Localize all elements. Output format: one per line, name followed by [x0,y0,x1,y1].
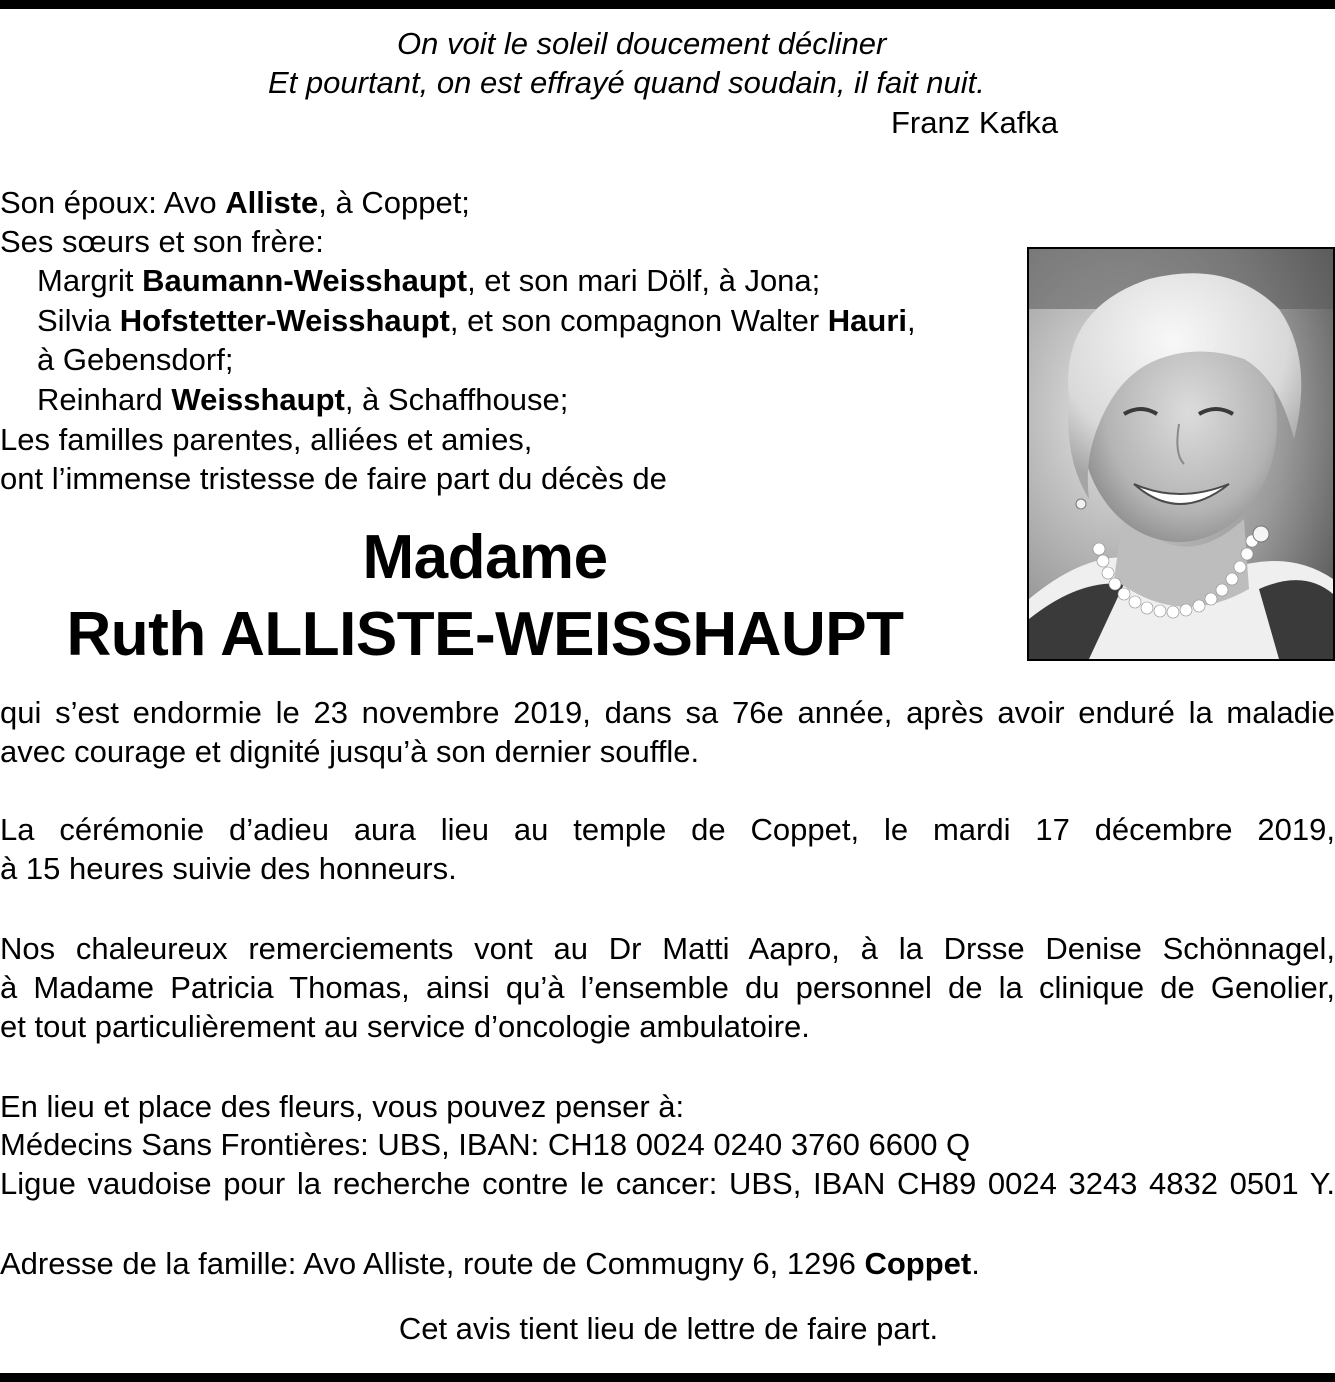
quote-line-1: On voit le soleil doucement décliner [397,26,887,61]
ceremony-line-1: La cérémonie d’adieu aura lieu au temple de Coppet, le mardi 17 décembre 2019, [0,812,1335,847]
thanks-line-1: Nos chaleureux remerciements vont au Dr Matti Aapro, à la Drsse Denise Schönnagel, [0,931,1335,966]
closing-notice: Cet avis tient lieu de lettre de faire part. [398,1311,939,1346]
thanks-line-2: à Madame Patricia Thomas, ainsi qu’à l’ensemble du personnel de la clinique de Genolier, [0,970,1335,1005]
portrait-photo-icon [1029,249,1333,659]
bottom-border-rule [0,1373,1335,1382]
sibling-2-partner: Hauri [827,303,908,338]
sibling-2-place: à Gebensdorf; [37,342,234,377]
sibling-2-line [37,301,916,340]
family-address [0,1244,980,1283]
address-city: Coppet [864,1246,972,1281]
sibling-3-first: Reinhard [37,382,172,417]
passing-paragraph [0,693,1335,771]
donation-ligue-wrap [0,1164,1335,1203]
sibling-1-rest: , et son mari Dölf, à Jona; [467,263,821,298]
spouse-suffix: , à Coppet; [318,185,470,220]
spouse-name: Alliste [225,185,319,220]
families-line: Les familles parentes, alliées et amies, [0,422,533,457]
ceremony-line-2: à 15 heures suivie des honneurs. [0,851,457,886]
thanks-line-3: et tout particulièrement au service d’oncologie ambulatoire. [0,1009,810,1044]
thanks-paragraph [0,929,1335,1046]
address-suffix: . [971,1246,980,1281]
sibling-1-line [37,261,820,300]
sibling-3-line [37,380,568,419]
sibling-2-last: Hofstetter-Weisshaupt [119,303,450,338]
sibling-2-end: , [907,303,916,338]
passing-line-1: qui s’est endormie le 23 novembre 2019, dans sa 76e année, après avoir enduré la maladie [0,695,1335,730]
quote-author: Franz Kafka [891,105,1059,140]
sibling-2-mid: , et son compagnon Walter [449,303,828,338]
sibling-2-first: Silvia [37,303,120,338]
address-prefix: Adresse de la famille: Avo Alliste, route de Commugny 6, 1296 [0,1246,865,1281]
announcement-line: ont l’immense tristesse de faire part du décès de [0,461,667,496]
donation-msf: Médecins Sans Frontières: UBS, IBAN: CH18 0024 0240 3760 6600 Q [0,1127,971,1162]
deceased-name: Ruth ALLISTE-WEISSHAUPT [66,600,904,669]
portrait-photo [1027,247,1335,661]
siblings-heading: Ses sœurs et son frère: [0,224,324,259]
deceased-title: Madame [362,523,608,592]
quote-line-2: Et pourtant, on est effrayé quand soudain, il fait nuit. [268,65,985,100]
donation-ligue: Ligue vaudoise pour la recherche contre le cancer: UBS, IBAN CH89 0024 3243 4832 0501 Y. [0,1166,1335,1201]
passing-line-2: avec courage et dignité jusqu’à son dernier souffle. [0,734,700,769]
sibling-3-last: Weisshaupt [171,382,345,417]
sibling-3-rest: , à Schaffhouse; [344,382,569,417]
ceremony-paragraph [0,810,1335,888]
sibling-1-first: Margrit [37,263,143,298]
spouse-prefix: Son époux: Avo [0,185,226,220]
top-border-rule [0,0,1335,9]
sibling-1-last: Baumann-Weisshaupt [142,263,468,298]
spouse-line [0,183,470,222]
donations-intro: En lieu et place des fleurs, vous pouvez penser à: [0,1089,685,1124]
